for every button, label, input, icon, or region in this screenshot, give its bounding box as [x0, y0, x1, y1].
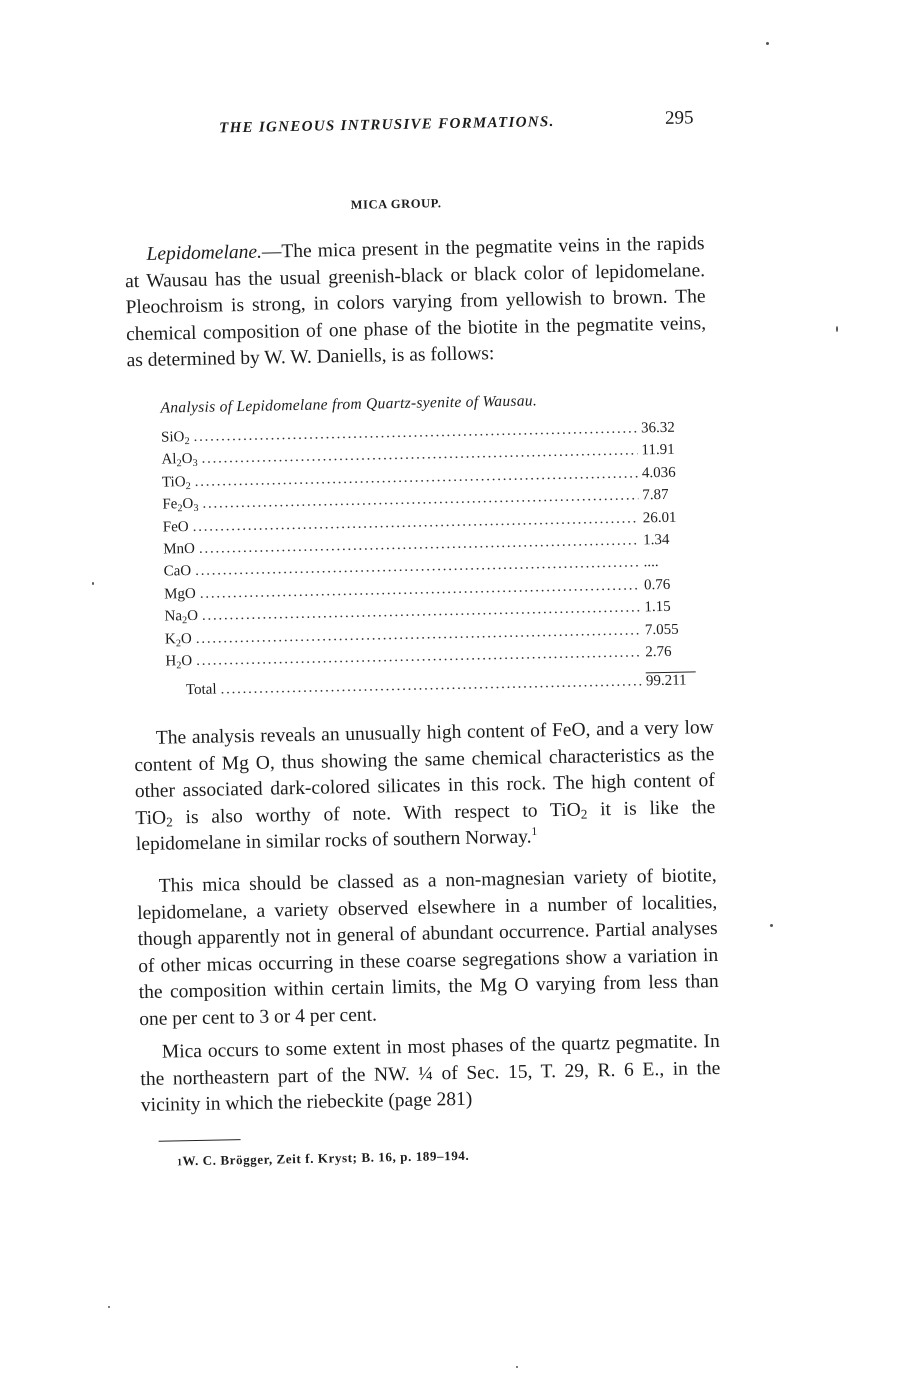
row-label: $K_2O$ [164, 630, 192, 649]
paragraph-text: —The mica present in the pegmatite veins in the rapids at Wausau has the usual greenish-black or black color of lepidomelane. Pleochroism is strong, in colors varying from yellowish to brown. The chemical composition of one phase of the biotite in the pegmatite veins, as determined by W. W. Daniells, is as follows: [124, 233, 707, 372]
row-value: .... [643, 554, 659, 571]
section-title: MICA GROUP. [350, 196, 442, 212]
total-value: 99.211 [646, 672, 696, 691]
row-value: 36.32 [640, 419, 675, 437]
paper-speck [92, 582, 94, 585]
row-label: MgO [163, 585, 196, 603]
row-label: MnO [163, 540, 196, 558]
row-label: $Na_2O$ [164, 608, 199, 627]
page-number: 295 [664, 107, 694, 129]
row-label: SiO$_2$ [160, 429, 190, 448]
paper-speck [108, 1306, 110, 1308]
paper-speck [836, 326, 838, 332]
row-label: $H_2O$ [165, 652, 193, 672]
row-label: $Fe_2O_3$ [162, 496, 199, 515]
footnote-text: W. C. Brögger, Zeit f. Kryst; B. 16, p. 189–194. [182, 1147, 470, 1169]
paper-speck [770, 924, 773, 927]
footnote-mark: 1 [176, 1157, 183, 1169]
row-value: 1.15 [644, 598, 671, 616]
row-value: 2.76 [645, 643, 672, 661]
table-total-row [166, 672, 696, 705]
paragraph-analysis: The analysis reveals an unusually high content of FeO, and a very low content of Mg O, thus showing the same chemical characteristics as the other associated dark-colored silicates in this rock. The high content of TiO$_2$ is also worthy of note. With respect to TiO$_2$ it is like the lepidomelane in similar rocks of southern Norway.$^1$ [134, 717, 716, 856]
row-value: 4.036 [641, 464, 676, 482]
footnote-reference: 1 [531, 825, 538, 839]
row-value: 7.055 [644, 621, 679, 638]
running-title: THE IGNEOUS INTRUSIVE FORMATIONS. [219, 113, 555, 137]
row-value: 26.01 [642, 509, 677, 526]
row-value: 11.91 [641, 442, 675, 459]
paper-speck [516, 1366, 518, 1368]
analysis-table [161, 419, 696, 704]
footnote-divider [159, 1139, 241, 1142]
dot-leader [193, 420, 637, 446]
paragraph-lepidomelane [124, 231, 706, 375]
total-label: Total [185, 681, 217, 699]
row-value: 7.87 [642, 487, 669, 504]
footnote [177, 1148, 470, 1170]
paper-speck [766, 42, 769, 45]
table-caption: Analysis of Lepidomelane from Quartz-syenite of Wausau. [160, 392, 538, 417]
row-value: 0.76 [643, 576, 671, 594]
row-label: CaO [163, 563, 192, 580]
row-value: 1.34 [643, 531, 670, 549]
row-label: TiO$_2$ [161, 473, 191, 492]
paragraph-occurrence: Mica occurs to some extent in most phases of the quartz pegmatite. In the northeastern part of the NW. ¼ of Sec. 15, T. 29, R. 6 E., in the vicinity in which the riebeckite (page 281) [140, 1030, 721, 1117]
paragraph-classification: This mica should be classed as a non-magnesian variety of biotite, lepidomelane, a variety observed elsewhere in a number of localities, though apparently not in general of abundant occurrence. Partial analyses of other micas occurring in these coarse segregations show a variation in the composition within certain limits, the Mg O varying from less than one per cent to 3 or 4 per cent. [137, 864, 719, 1031]
row-label: $Al_2O_3$ [161, 451, 198, 470]
dot-leader [220, 674, 642, 699]
paragraph-lead: Lepidomelane. [146, 241, 263, 265]
row-label: FeO [162, 518, 189, 536]
